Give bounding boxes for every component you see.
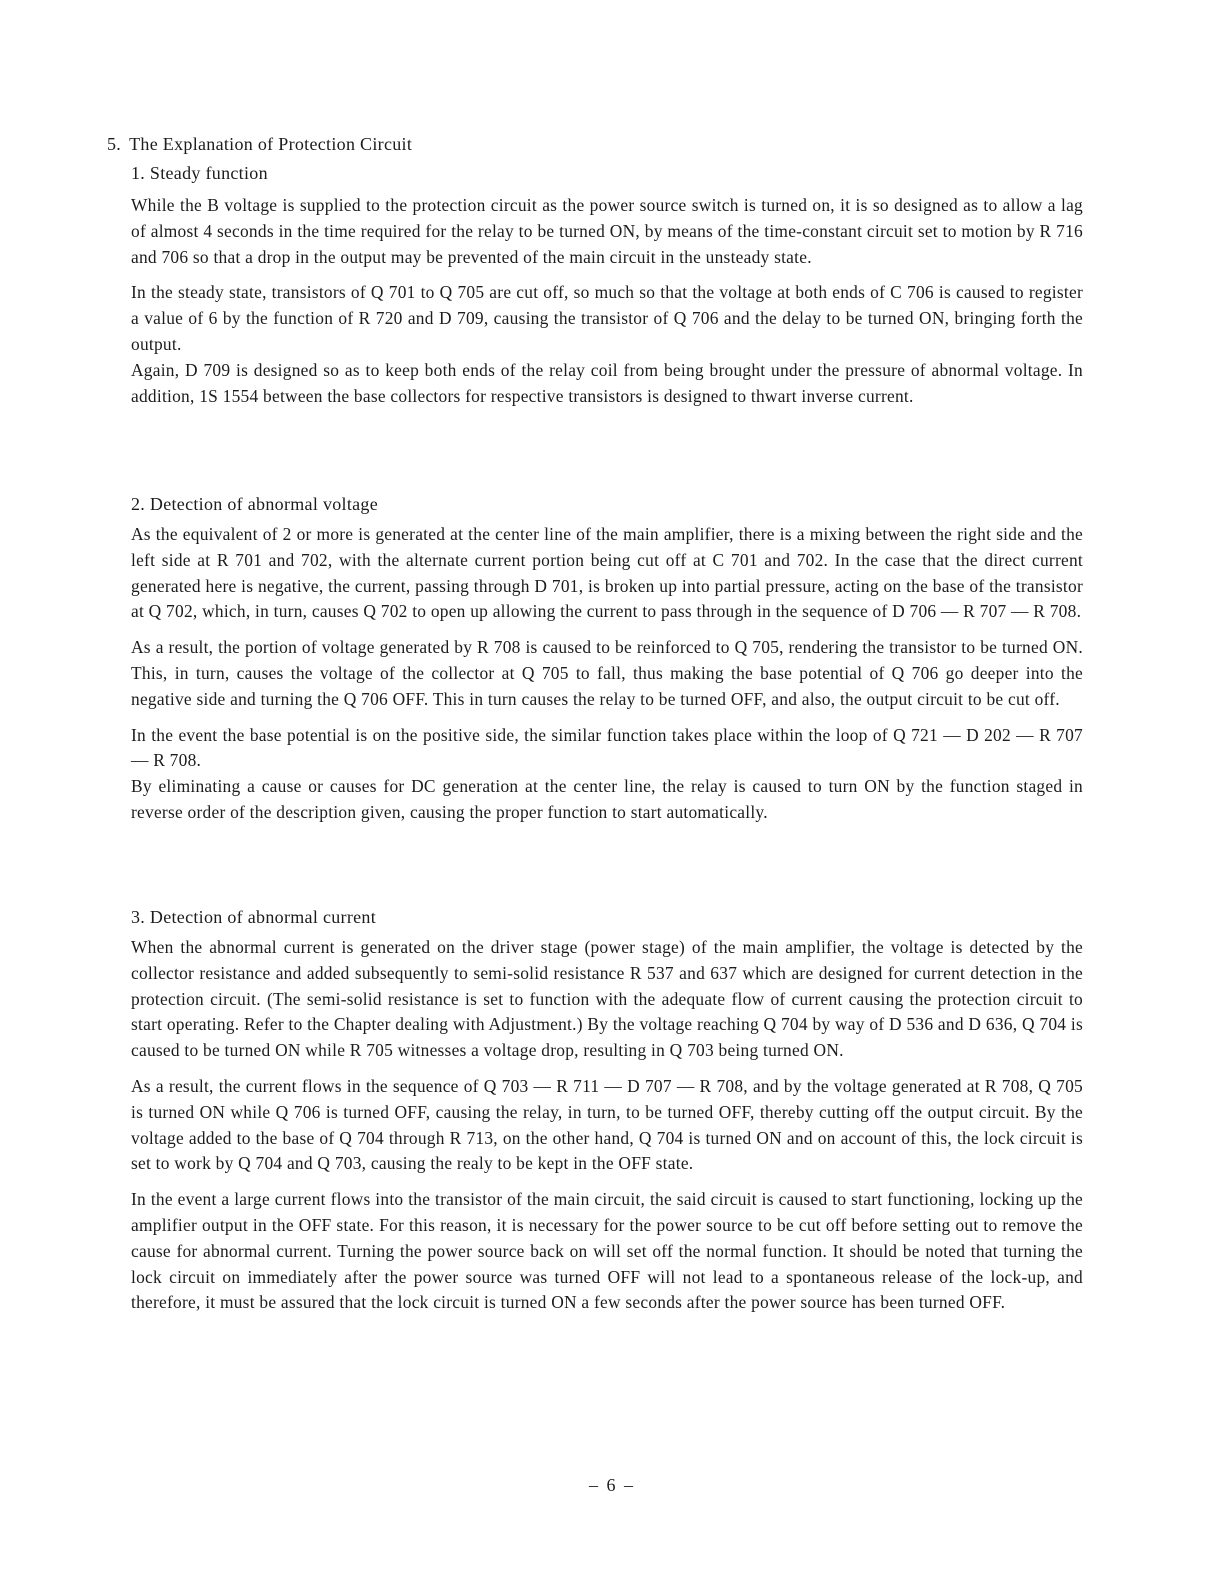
subsection-heading: 3. Detection of abnormal current [131, 907, 377, 927]
page-number: – 6 – [589, 1475, 635, 1495]
subsection-abnormal-voltage [131, 492, 1083, 826]
paragraph: By eliminating a cause or causes for DC generation at the center line, the relay is caused to turn ON by the function staged in reverse order of the description given, causing the proper function to start automatically. [131, 776, 1083, 822]
subsection-steady-function [131, 161, 1083, 409]
subsection-abnormal-current [131, 905, 1083, 1316]
section-number: 5. [107, 134, 122, 154]
section-title-text: The Explanation of Protection Circuit [129, 134, 413, 154]
paragraph: As a result, the current flows in the sequence of Q 703 — R 711 — D 707 — R 708, and by the voltage generated at R 708, Q 705 is turned ON while Q 706 is turned OFF, causing the relay, in turn, to be turned OFF, thereby cutting off the output circuit. By the voltage added to the base of Q 704 through R 713, on the other hand, Q 704 is turned ON and on account of this, the lock circuit is set to work by Q 704 and Q 703, causing the realy to be kept in the OFF state. [131, 1075, 1083, 1174]
paragraph: In the steady state, transistors of Q 701 to Q 705 are cut off, so much so that the voltage at both ends of C 706 is caused to register a value of 6 by the function of R 720 and D 709, causing the transistor of Q 706 and the delay to be turned ON, bringing forth the output. [131, 282, 1083, 354]
paragraph: In the event a large current flows into the transistor of the main circuit, the said circuit is caused to start functioning, locking up the amplifier output in the OFF state. For this reason, it is necessary for the power source to be cut off before setting out to remove the cause for abnormal current. Turning the power source back on will set off the normal function. It should be noted that turning the lock circuit on immediately after the power source was turned OFF will not lead to a spontaneous release of the lock-up, and therefore, it must be assured that the lock circuit is turned ON a few seconds after the power source has been turned OFF. [131, 1189, 1083, 1313]
paragraph: Again, D 709 is designed so as to keep both ends of the relay coil from being brought under the pressure of abnormal voltage. In addition, 1S 1554 between the base collectors for respective transistors is designed to thwart inverse current. [131, 359, 1083, 406]
subsection-heading: 2. Detection of abnormal voltage [131, 494, 379, 514]
paragraph: In the event the base potential is on the positive side, the similar function takes place within the loop of Q 721 — D 202 — R 707 — R 708. [131, 724, 1083, 771]
paragraph: While the B voltage is supplied to the protection circuit as the power source switch is turned on, it is so designed as to allow a lag of almost 4 seconds in the time required for the relay to be turned ON, by means of the time-constant circuit set to motion by R 716 and 706 so that a drop in the output may be prevented of the main circuit in the unsteady state. [131, 195, 1083, 267]
paragraph: As the equivalent of 2 or more is generated at the center line of the main amplifier, there is a mixing between the right side and the left side at R 701 and 702, with the alternate current portion being cut off at C 701 and 702. In the case that the direct current generated here is negative, the current, passing through D 701, is broken up into partial pressure, acting on the base of the transistor at Q 702, which, in turn, causes Q 702 to open up allowing the current to pass through in the sequence of D 706 — R 707 — R 708. [131, 524, 1083, 622]
section-title [107, 132, 412, 156]
subsection-heading: 1. Steady function [131, 163, 268, 183]
paragraph: When the abnormal current is generated on the driver stage (power stage) of the main amplifier, the voltage is detected by the collector resistance and added subsequently to semi-solid resistance R 537 and 637 which are designed for current detection in the protection circuit. (The semi-solid resistance is set to function with the adequate flow of current causing the protection circuit to start operating. Refer to the Chapter dealing with Adjustment.) By the voltage reaching Q 704 by way of D 536 and D 636, Q 704 is caused to be turned ON while R 705 witnesses a voltage drop, resulting in Q 703 being turned ON. [131, 937, 1083, 1061]
paragraph: As a result, the portion of voltage generated by R 708 is caused to be reinforced to Q 705, rendering the transistor to be turned ON. This, in turn, causes the voltage of the collector at Q 705 to fall, thus making the base potential of Q 706 go deeper into the negative side and turning the Q 706 OFF. This in turn causes the relay to be turned OFF, and also, the output circuit to be cut off. [131, 637, 1083, 709]
